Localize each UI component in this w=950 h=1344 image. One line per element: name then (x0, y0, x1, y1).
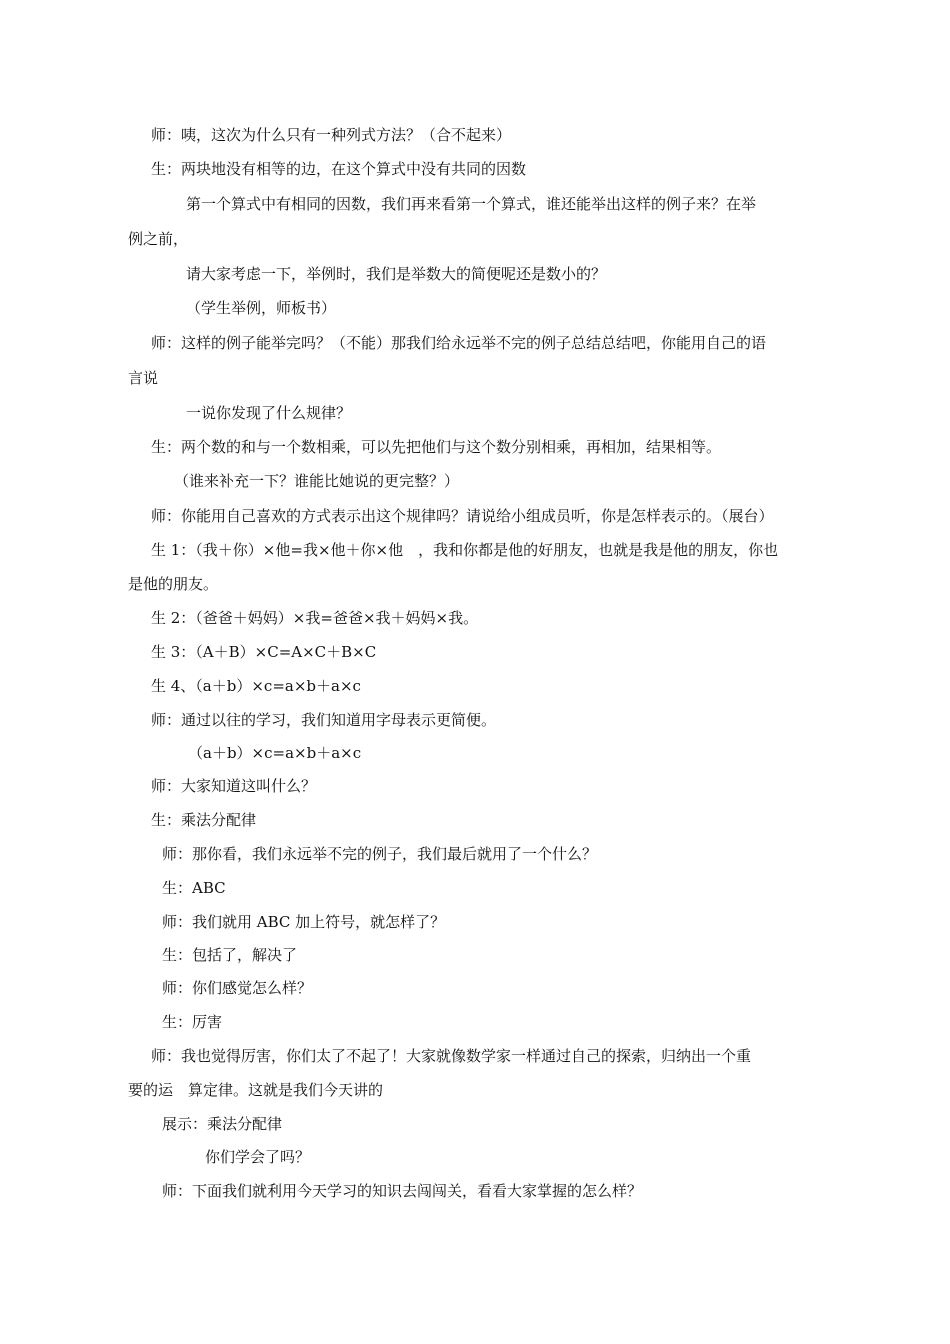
text-line: 你们学会了吗？ (205, 1148, 311, 1166)
text-line: 师：咦，这次为什么只有一种列式方法？（合不起来） (151, 126, 512, 144)
text-line: 生 3：（A＋B）×C=A×C＋B×C (151, 643, 377, 661)
text-line: 生 1：（我＋你）×他=我×他＋你×他 ，我和你都是他的好朋友，也就是我是他的朋友，你也 (151, 541, 779, 559)
text-line: 师：我也觉得厉害，你们太了不起了！大家就像数学家一样通过自己的探索，归纳出一个重 (151, 1047, 752, 1065)
text-line: 例之前， (128, 230, 189, 248)
text-line: 请大家考虑一下，举例时，我们是举数大的简便呢还是数小的？ (186, 265, 607, 283)
text-line: 生 4、（a＋b）×c=a×b＋a×c (151, 677, 361, 695)
text-line: 生：包括了，解决了 (162, 946, 298, 964)
text-line: （a＋b）×c=a×b＋a×c (188, 744, 362, 762)
text-line: 师：你能用自己喜欢的方式表示出这个规律吗？请说给小组成员听，你是怎样表示的。（展台） (151, 507, 774, 525)
text-line: 生：两个数的和与一个数相乘，可以先把他们与这个数分别相乘，再相加，结果相等。 (151, 438, 722, 456)
text-line: 生：乘法分配律 (151, 811, 257, 829)
text-line: 生：厉害 (162, 1013, 223, 1031)
text-line: 生：ABC (162, 879, 226, 897)
text-line: 要的运 算定律。这就是我们今天讲的 (128, 1081, 384, 1099)
text-line: （学生举例，师板书） (186, 299, 337, 317)
text-line: 师：通过以往的学习，我们知道用字母表示更简便。 (151, 711, 497, 729)
text-line: 第一个算式中有相同的因数，我们再来看第一个算式，谁还能举出这样的例子来？在举 (186, 195, 757, 213)
text-line: 生：两块地没有相等的边，在这个算式中没有共同的因数 (151, 160, 527, 178)
text-line: 是他的朋友。 (128, 575, 219, 593)
text-line: 师：你们感觉怎么样？ (162, 979, 313, 997)
text-line: 师：那你看，我们永远举不完的例子，我们最后就用了一个什么？ (162, 845, 598, 863)
text-line: 师：这样的例子能举完吗？（不能）那我们给永远举不完的例子总结总结吧，你能用自己的语 (151, 334, 767, 352)
text-line: 一说你发现了什么规律？ (186, 404, 352, 422)
text-line: 展示：乘法分配律 (162, 1115, 283, 1133)
text-line: 师：下面我们就利用今天学习的知识去闯闯关，看看大家掌握的怎么样？ (162, 1182, 643, 1200)
text-line: 师：大家知道这叫什么？ (151, 777, 317, 795)
text-line: （谁来补充一下？谁能比她说的更完整？） (174, 472, 460, 490)
text-line: 生 2：（爸爸＋妈妈）×我=爸爸×我＋妈妈×我。 (151, 609, 479, 627)
text-line: 师：我们就用 ABC 加上符号，就怎样了？ (162, 913, 446, 931)
text-line: 言说 (128, 369, 159, 387)
